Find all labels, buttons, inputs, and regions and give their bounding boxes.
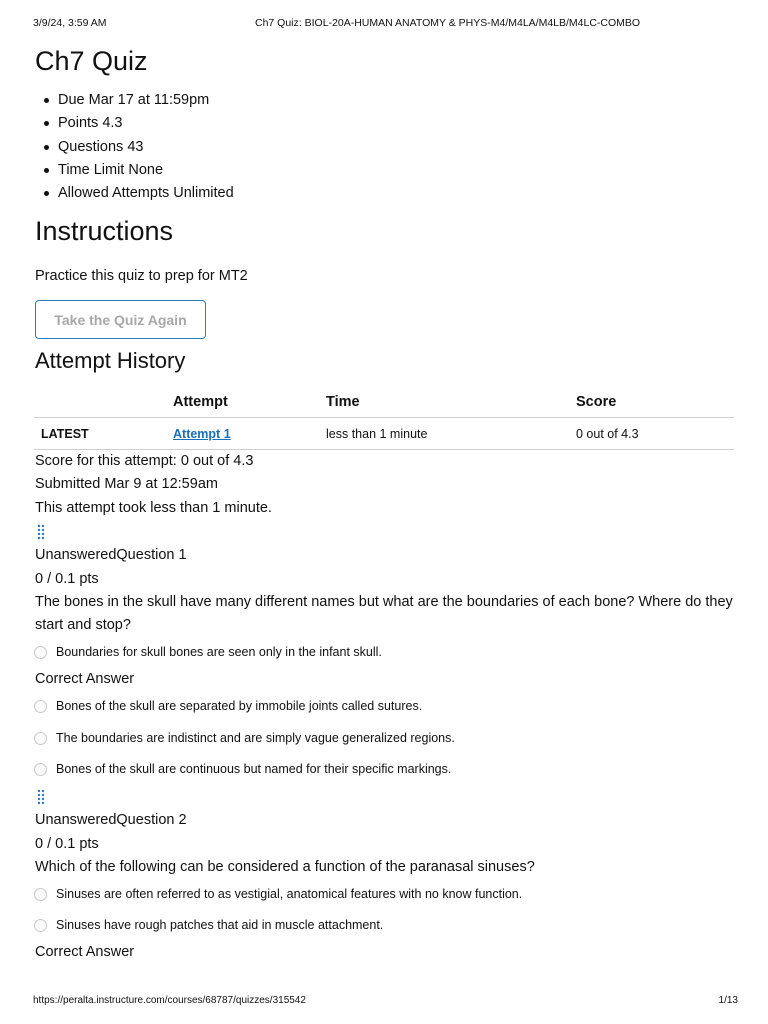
answer-label: Sinuses are often referred to as vestigial, anatomical features with no know function. <box>56 887 523 901</box>
detail-questions: Questions 43 <box>58 137 234 160</box>
drag-handle-icon[interactable] <box>37 789 45 805</box>
question-2-text: Which of the following can be considered a function of the paranasal sinuses? <box>35 859 535 875</box>
table-row <box>34 418 734 450</box>
q1-answer-option[interactable] <box>34 643 382 661</box>
attempt-history-heading: Attempt History <box>35 348 186 373</box>
answer-label: Boundaries for skull bones are seen only in the infant skull. <box>56 645 382 659</box>
print-document-title: Ch7 Quiz: BIOL-20A-HUMAN ANATOMY & PHYS-M4/M4LA/M4LB/M4LC-COMBO <box>255 17 641 29</box>
drag-handle-icon[interactable] <box>37 524 45 540</box>
attempt-link[interactable]: Attempt 1 <box>173 427 231 441</box>
radio-icon[interactable] <box>34 919 47 932</box>
correct-answer-label: Correct Answer <box>35 671 135 687</box>
attempt-duration: This attempt took less than 1 minute. <box>35 500 272 516</box>
answer-label: Bones of the skull are continuous but named for their specific markings. <box>56 762 452 776</box>
radio-icon[interactable] <box>34 700 47 713</box>
radio-icon[interactable] <box>34 888 47 901</box>
column-header-time: Time <box>326 394 360 410</box>
radio-icon[interactable] <box>34 763 47 776</box>
q1-answer-option[interactable] <box>34 729 455 747</box>
page-number: 1/13 <box>718 995 738 1006</box>
radio-icon[interactable] <box>34 646 47 659</box>
question-1-text: The bones in the skull have many different names but what are the boundaries of each bone? Where do they start and stop? <box>35 594 733 633</box>
radio-icon[interactable] <box>34 732 47 745</box>
question-2-header: UnansweredQuestion 2 <box>35 812 187 828</box>
q1-answer-option[interactable] <box>34 697 422 715</box>
quiz-details-list <box>58 90 234 206</box>
q2-answer-option[interactable] <box>34 916 383 934</box>
answer-label: Sinuses have rough patches that aid in muscle attachment. <box>56 918 384 932</box>
question-1-header: UnansweredQuestion 1 <box>35 547 187 563</box>
question-2-points: 0 / 0.1 pts <box>35 836 99 852</box>
column-header-score: Score <box>576 394 617 410</box>
page-title: Ch7 Quiz <box>35 46 148 76</box>
detail-allowed-attempts: Allowed Attempts Unlimited <box>58 183 234 206</box>
attempt-history-table <box>34 386 734 450</box>
correct-answer-label: Correct Answer <box>35 944 135 960</box>
answer-label: Bones of the skull are separated by immobile joints called sutures. <box>56 699 423 713</box>
instructions-text: Practice this quiz to prep for MT2 <box>35 268 248 284</box>
latest-label: LATEST <box>41 427 89 441</box>
detail-time-limit: Time Limit None <box>58 160 234 183</box>
detail-due: Due Mar 17 at 11:59pm <box>58 90 234 113</box>
question-1-points: 0 / 0.1 pts <box>35 571 99 587</box>
table-header-row <box>34 386 734 418</box>
print-date: 3/9/24, 3:59 AM <box>33 17 107 29</box>
print-url: https://peralta.instructure.com/courses/68787/quizzes/315542 <box>33 995 306 1006</box>
take-quiz-again-button[interactable]: Take the Quiz Again <box>35 300 206 339</box>
attempt-score-summary: Score for this attempt: 0 out of 4.3 <box>35 453 254 469</box>
q1-answer-option[interactable] <box>34 760 451 778</box>
submitted-timestamp: Submitted Mar 9 at 12:59am <box>35 476 218 492</box>
column-header-attempt: Attempt <box>173 394 228 410</box>
attempt-time: less than 1 minute <box>326 427 428 441</box>
answer-label: The boundaries are indistinct and are simply vague generalized regions. <box>56 731 455 745</box>
attempt-score: 0 out of 4.3 <box>576 427 639 441</box>
detail-points: Points 4.3 <box>58 113 234 136</box>
print-header <box>33 17 738 33</box>
q2-answer-option[interactable] <box>34 885 522 903</box>
instructions-heading: Instructions <box>35 216 174 246</box>
